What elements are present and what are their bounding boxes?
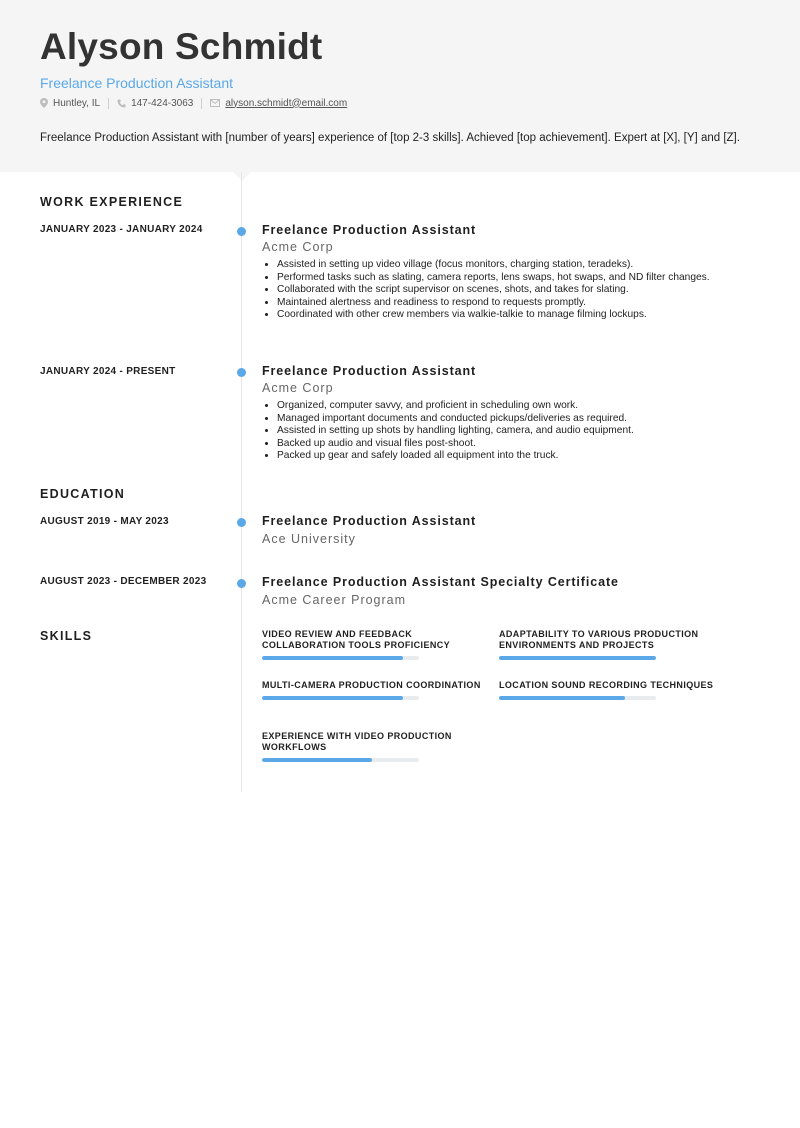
skill-level-fill xyxy=(499,656,656,660)
entry-organization: Acme Corp xyxy=(262,240,334,254)
contact-divider xyxy=(201,98,202,109)
section-title-skills: SKILLS xyxy=(40,629,93,643)
timeline-dot xyxy=(237,579,246,588)
entry-date: AUGUST 2023 - DECEMBER 2023 xyxy=(40,576,207,587)
resume-header xyxy=(0,0,800,172)
skill-item xyxy=(499,629,731,660)
skill-level-bar xyxy=(262,696,419,700)
location-text: Huntley, IL xyxy=(53,97,101,109)
skill-label: MULTI-CAMERA PRODUCTION COORDINATION xyxy=(262,680,481,690)
skill-level-bar xyxy=(499,696,656,700)
timeline-dot xyxy=(237,368,246,377)
skill-label: EXPERIENCE WITH VIDEO PRODUCTION WORKFLOWS xyxy=(262,731,452,752)
entry-title: Freelance Production Assistant xyxy=(262,514,477,528)
skill-item xyxy=(262,731,494,762)
section-title-education: EDUCATION xyxy=(40,487,126,501)
map-pin-icon xyxy=(40,98,48,108)
skill-level-fill xyxy=(262,758,372,762)
entry-date: JANUARY 2024 - PRESENT xyxy=(40,366,176,377)
phone-text: 147-424-3063 xyxy=(131,97,194,109)
entry-date: JANUARY 2023 - JANUARY 2024 xyxy=(40,224,203,235)
bullet-item: • Managed important documents and conducted pickups/deliveries as required. xyxy=(277,413,747,426)
bullet-item: • Backed up audio and visual files post-shoot. xyxy=(277,438,747,451)
envelope-icon xyxy=(210,99,220,107)
skill-item xyxy=(499,680,731,700)
email-link[interactable]: alyson.schmidt@email.com xyxy=(225,97,348,109)
timeline-notch xyxy=(232,171,252,181)
skill-level-fill xyxy=(262,696,403,700)
skill-label: VIDEO REVIEW AND FEEDBACK COLLABORATION TOOLS PROFICIENCY xyxy=(262,629,451,650)
bullet-item: • Collaborated with the script supervisor on scenes, shots, and takes for slating. xyxy=(277,284,747,297)
contact-divider xyxy=(108,98,109,109)
bullet-item: • Assisted in setting up shots by handling lighting, camera, and audio equipment. xyxy=(277,425,747,438)
entry-title: Freelance Production Assistant xyxy=(262,364,477,378)
contact-row xyxy=(40,96,347,110)
entry-organization: Ace University xyxy=(262,532,356,546)
entry-bullets xyxy=(262,400,747,463)
entry-bullets xyxy=(262,259,747,322)
contact-phone xyxy=(117,98,193,109)
entry-title: Freelance Production Assistant xyxy=(262,223,477,237)
skill-item xyxy=(262,680,494,700)
contact-location xyxy=(40,98,100,109)
bullet-item: • Coordinated with other crew members via walkie-talkie to manage filming lockups. xyxy=(277,309,747,322)
skill-label: ADAPTABILITY TO VARIOUS PRODUCTION ENVIRONMENTS AND PROJECTS xyxy=(499,629,699,650)
skill-level-fill xyxy=(262,656,403,660)
entry-organization: Acme Career Program xyxy=(262,593,407,607)
skill-level-bar xyxy=(262,758,419,762)
contact-email[interactable] xyxy=(210,98,347,109)
candidate-name: Alyson Schmidt xyxy=(40,26,323,67)
timeline-dot xyxy=(237,227,246,236)
entry-organization: Acme Corp xyxy=(262,381,334,395)
skill-level-bar xyxy=(499,656,656,660)
professional-summary: Freelance Production Assistant with [number of years] experience of [top 2-3 skills]. Achieved [top achievement]. Expert at [X], [Y] and [Z]. xyxy=(40,132,740,144)
bullet-item: • Assisted in setting up video village (focus monitors, charging station, teradeks). xyxy=(277,259,747,272)
entry-title: Freelance Production Assistant Specialty Certificate xyxy=(262,575,619,589)
timeline-line xyxy=(241,172,242,792)
bullet-item: • Performed tasks such as slating, camera reports, lens swaps, hot swaps, and ND filter changes. xyxy=(277,272,747,285)
timeline-dot xyxy=(237,518,246,527)
phone-icon xyxy=(117,99,126,108)
skill-label: LOCATION SOUND RECORDING TECHNIQUES xyxy=(499,680,714,690)
bullet-item: • Maintained alertness and readiness to respond to requests promptly. xyxy=(277,297,747,310)
bullet-item: • Packed up gear and safely loaded all equipment into the truck. xyxy=(277,450,747,463)
entry-date: AUGUST 2019 - MAY 2023 xyxy=(40,516,169,527)
section-title-work-experience: WORK EXPERIENCE xyxy=(40,195,184,209)
bullet-item: • Organized, computer savvy, and proficient in scheduling own work. xyxy=(277,400,747,413)
skill-item xyxy=(262,629,494,660)
skill-level-fill xyxy=(499,696,625,700)
skill-level-bar xyxy=(262,656,419,660)
candidate-role: Freelance Production Assistant xyxy=(40,75,233,91)
